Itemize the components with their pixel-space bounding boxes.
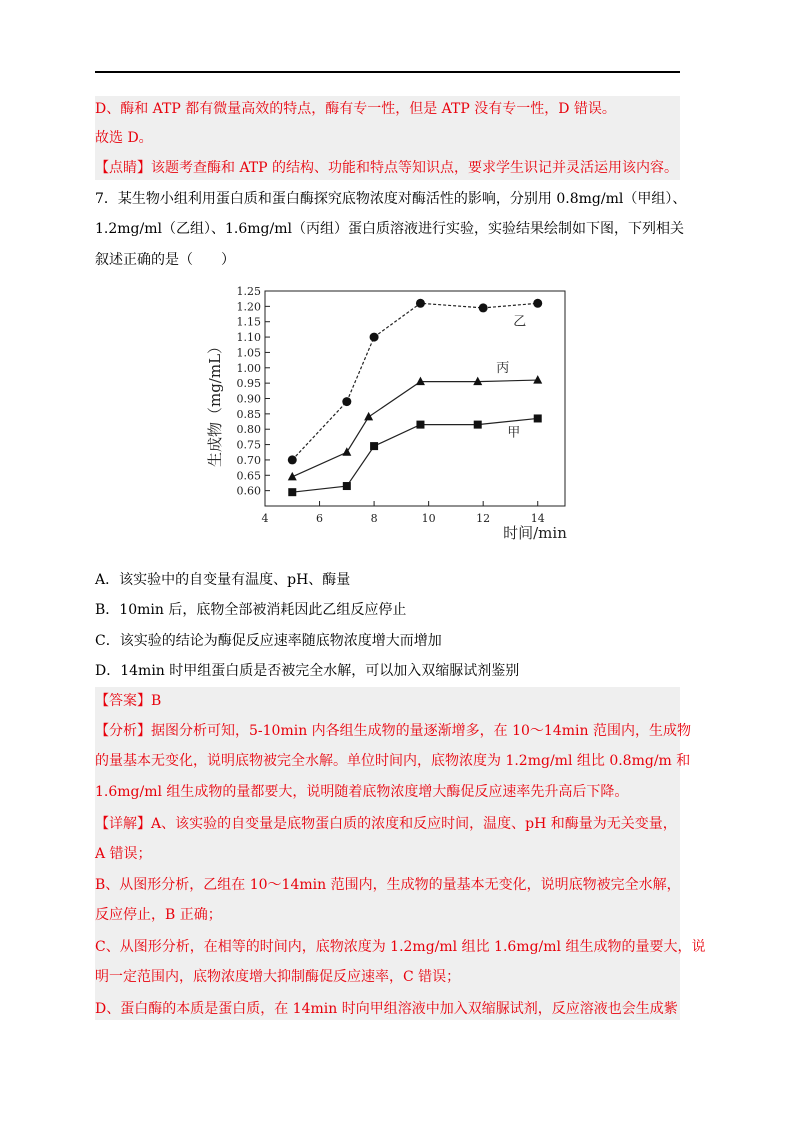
prev-conclusion: 故选 D。 [95, 130, 153, 146]
prev-option-d-explanation: D、酶和 ATP 都有微量高效的特点，酶有专一性，但是 ATP 没有专一性，D 错误。 [95, 101, 616, 117]
y-tick-label: 0.70 [236, 453, 261, 467]
answer-line: 【答案】B [95, 693, 162, 709]
y-axis-label: 生成物（mg/mL） [206, 338, 224, 468]
data-point-circle [342, 397, 351, 406]
detail-line-5: C、从图形分析，在相等的时间内，底物浓度为 1.2mg/ml 组比 1.6mg/ml 组生成物的量要大，说 [95, 939, 706, 955]
data-point-circle [479, 303, 488, 312]
y-tick-label: 0.95 [236, 377, 261, 391]
analysis-line-2: 的量基本无变化，说明底物被完全水解。单位时间内，底物浓度为 1.2mg/ml 组比 0.8mg/m 和 [95, 753, 691, 769]
y-tick-label: 1.15 [236, 315, 261, 329]
x-tick-label: 10 [421, 512, 436, 525]
data-point-square [370, 442, 378, 450]
y-tick-label: 1.25 [236, 285, 261, 298]
product-time-chart [205, 283, 575, 543]
series-label: 甲 [507, 425, 521, 441]
analysis-line-3: 1.6mg/ml 组生成物的量都要大，说明随着底物浓度增大酶促反应速率先升高后下降。 [95, 784, 629, 800]
y-tick-label: 0.80 [236, 423, 261, 437]
x-tick-label: 4 [261, 512, 269, 525]
analysis-line-1: 【分析】据图分析可知，5-10min 内各组生成物的量逐渐增多，在 10～14min 范围内，生成物 [95, 723, 691, 739]
data-point-triangle [533, 375, 542, 384]
x-axis-label: 时间/min [503, 524, 567, 542]
data-point-circle [416, 299, 425, 308]
option-a: A．该实验中的自变量有温度、pH、酶量 [95, 572, 351, 588]
y-tick-label: 0.90 [236, 392, 261, 406]
data-point-square [474, 421, 482, 429]
data-point-circle [370, 333, 379, 342]
x-tick-label: 8 [370, 512, 378, 525]
option-c: C．该实验的结论为酶促反应速率随底物浓度增大而增加 [95, 633, 442, 649]
detail-line-6: 明一定范围内，底物浓度增大抑制酶促反应速率，C 错误； [95, 969, 461, 985]
y-tick-label: 1.00 [236, 361, 261, 375]
data-point-circle [533, 299, 542, 308]
series-line [292, 418, 537, 492]
option-d: D．14min 时甲组蛋白质是否被完全水解，可以加入双缩脲试剂鉴别 [95, 663, 520, 679]
data-point-triangle [473, 377, 482, 386]
series-label: 乙 [513, 314, 527, 330]
question-line-1: 7．某生物小组利用蛋白质和蛋白酶探究底物浓度对酶活性的影响，分别用 0.8mg/ml（甲组）、 [95, 191, 687, 207]
data-point-square [534, 414, 542, 422]
header-rule [95, 71, 680, 73]
option-b: B．10min 后，底物全部被消耗因此乙组反应停止 [95, 602, 407, 618]
y-tick-label: 0.60 [236, 484, 261, 498]
series-line [292, 380, 537, 477]
detail-line-2: A 错误； [95, 846, 152, 862]
data-point-square [416, 421, 424, 429]
x-tick-label: 6 [316, 512, 324, 525]
detail-line-1: 【详解】A、该实验的自变量是底物蛋白质的浓度和反应时间，温度、pH 和酶量为无关变量， [95, 816, 677, 832]
y-tick-label: 1.10 [236, 331, 261, 345]
prev-comment: 【点睛】该题考查酶和 ATP 的结构、功能和特点等知识点，要求学生识记并灵活运用该内容。 [95, 160, 679, 176]
x-tick-label: 14 [530, 512, 545, 525]
y-tick-label: 0.65 [236, 469, 261, 483]
y-tick-label: 1.20 [236, 300, 261, 314]
question-line-2: 1.2mg/ml（乙组）、1.6mg/ml（丙组）蛋白质溶液进行实验，实验结果绘制如下图，下列相关 [95, 221, 684, 237]
y-tick-label: 1.05 [236, 346, 261, 360]
question-line-3: 叙述正确的是（ ） [95, 252, 235, 268]
data-point-triangle [288, 472, 297, 481]
x-axis-ticks [262, 501, 545, 525]
series-group [288, 299, 542, 496]
x-tick-label: 12 [476, 512, 491, 525]
data-point-triangle [342, 447, 351, 456]
data-point-square [343, 482, 351, 490]
detail-line-3: B、从图形分析，乙组在 10～14min 范围内，生成物的量基本无变化，说明底物被完全水解， [95, 877, 681, 893]
y-tick-label: 0.85 [236, 407, 261, 421]
detail-line-4: 反应停止，B 正确； [95, 907, 222, 923]
y-tick-label: 0.75 [236, 438, 261, 452]
data-point-square [288, 488, 296, 496]
data-point-triangle [416, 377, 425, 386]
detail-line-7: D、蛋白酶的本质是蛋白质，在 14min 时向甲组溶液中加入双缩脲试剂，反应溶液也会生成紫 [95, 1001, 678, 1017]
data-point-circle [288, 455, 297, 464]
chart-svg [205, 283, 575, 543]
data-point-triangle [364, 412, 373, 421]
series-label: 丙 [496, 361, 510, 377]
